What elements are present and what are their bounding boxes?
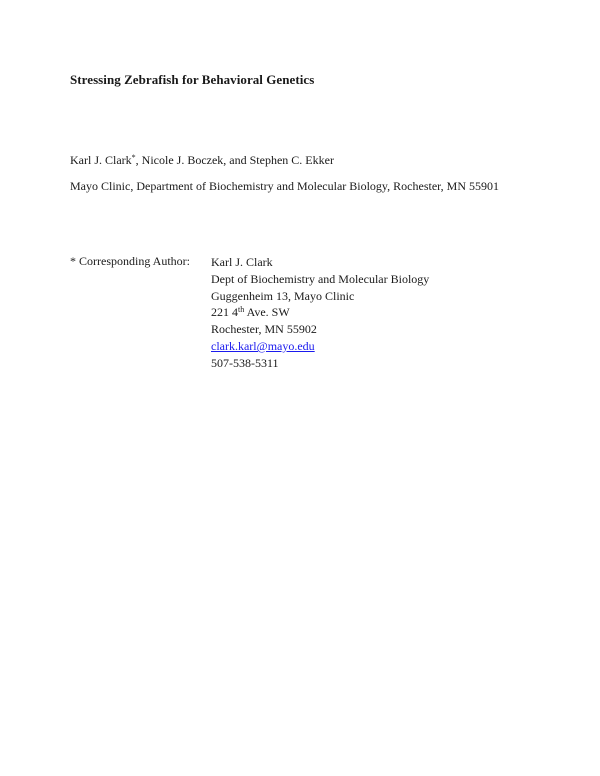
street-rest: Ave. SW: [244, 305, 290, 320]
corresponding-marker: *: [131, 153, 136, 162]
corresponding-dept: Dept of Biochemistry and Molecular Biology: [211, 271, 430, 286]
paper-title: Stressing Zebrafish for Behavioral Genetics: [70, 72, 315, 87]
affiliation: Mayo Clinic, Department of Biochemistry and Molecular Biology, Rochester, MN 55901: [70, 179, 499, 193]
corresponding-building: Guggenheim 13, Mayo Clinic: [211, 288, 355, 303]
corresponding-author-address: [211, 254, 429, 372]
corresponding-phone: 507-538-5311: [211, 355, 279, 370]
author-name-others: , Nicole J. Boczek, and Stephen C. Ekker: [135, 153, 334, 167]
corresponding-author-label: * Corresponding Author:: [70, 254, 190, 268]
corresponding-city: Rochester, MN 55902: [211, 322, 317, 337]
author-name-primary: Karl J. Clark: [70, 153, 132, 167]
street-suffix: th: [238, 305, 245, 315]
street-number: 221 4: [211, 305, 238, 320]
corresponding-street: [211, 304, 429, 321]
author-list: [70, 153, 334, 168]
corresponding-name: Karl J. Clark: [211, 255, 273, 269]
email-link[interactable]: clark.karl@mayo.edu: [211, 338, 315, 353]
